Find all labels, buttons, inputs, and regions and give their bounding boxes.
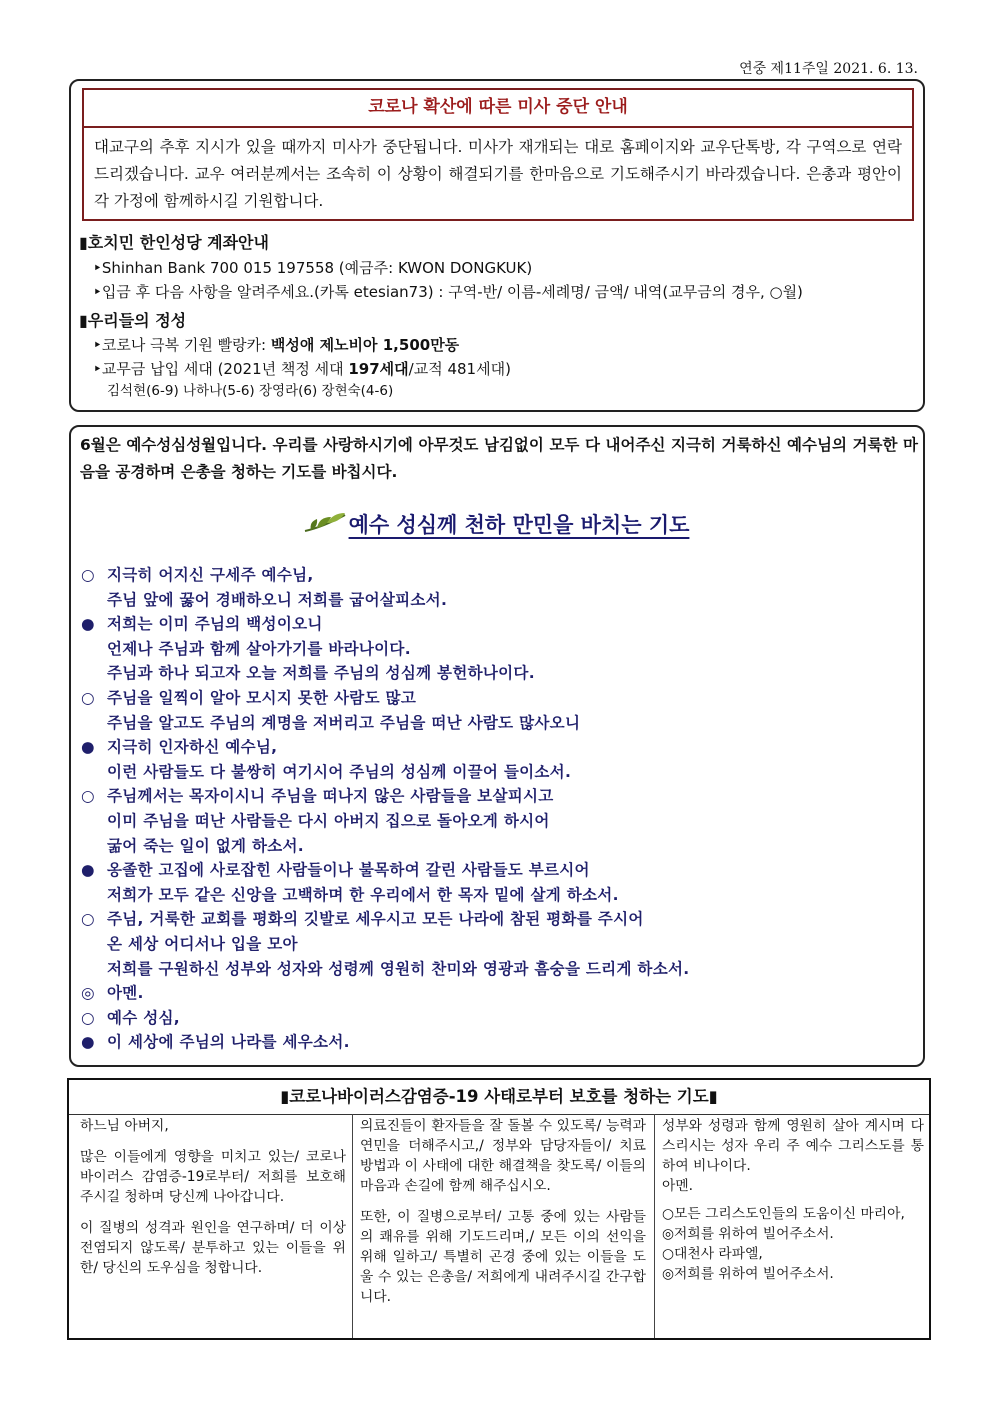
- prayer-line: [81, 981, 144, 1005]
- prayer-line-text: 주님, 거룩한 교회를 평화의 깃발로 세우시고 모든 나라에 참된 평화를 주시어: [107, 910, 644, 929]
- prayer-marker: ●: [81, 738, 95, 757]
- households-count: 197세대: [348, 360, 409, 378]
- prayer-line: [81, 858, 590, 882]
- prayer-line: [107, 588, 447, 612]
- invocation: ○모든 그리스도인들의 도움이신 마리아,: [662, 1206, 905, 1222]
- covid-prayer-col-1: [80, 1116, 346, 1289]
- prayer-line: [107, 809, 550, 833]
- prayer-line: [107, 637, 411, 661]
- leaf-icon: [303, 511, 347, 535]
- prayer-line-text: 주님을 일찍이 알아 모시지 못한 사람도 많고: [107, 689, 417, 707]
- prayer-title-text: 예수 성심께 천하 만민을 바치는 기도: [348, 513, 690, 537]
- households-line: [93, 357, 511, 381]
- covid-prayer-col-3: [662, 1116, 924, 1284]
- prayer-line: [81, 612, 323, 636]
- households-suffix: /교적 481세대): [408, 360, 511, 378]
- response: ◎저희를 위하여 빌어주소서.: [662, 1266, 834, 1282]
- prayer-line: [107, 834, 304, 858]
- prayer-line: [81, 735, 277, 759]
- prayer-line-text: 옹졸한 고집에 사로잡힌 사람들이나 불목하여 갈린 사람들도 부르시어: [107, 861, 590, 880]
- prayer-line: [81, 1030, 350, 1054]
- prayer-line-text: 주님께서는 목자이시니 주님을 떠나지 않은 사람들을 보살피시고: [107, 787, 554, 806]
- prayer-line: [107, 883, 619, 907]
- covid-prayer-col-2: [360, 1116, 646, 1318]
- paragraph: 이 질병의 성격과 원인을 연구하며/ 더 이상 전염되지 않도록/ 분투하고 있는 이들을 위한/ 당신의 도우심을 청합니다.: [80, 1220, 346, 1276]
- prayer-marker: ●: [81, 615, 95, 634]
- invocation: ○대천사 라파엘,: [662, 1246, 763, 1262]
- prayer-line-text: 지극히 인자하신 예수님,: [107, 738, 278, 757]
- prayer-marker: ●: [81, 861, 95, 880]
- amen: 아멘.: [662, 1178, 694, 1194]
- prayer-line-text: 저희가 모두 같은 신앙을 고백하며 한 우리에서 한 목자 밑에 살게 하소서.: [107, 885, 619, 904]
- prayer-marker: ○: [81, 910, 95, 929]
- prayer-line: [107, 957, 689, 981]
- prayer-line-text: 저희를 구원하신 성부와 성자와 성령께 영원히 찬미와 영광과 흠숭을 드리게 하소서.: [107, 959, 690, 978]
- paragraph: 하느님 아버지,: [80, 1118, 169, 1134]
- prayer-line-text: 주님을 알고도 주님의 계명을 저버리고 주님을 떠난 사람도 많사오니: [107, 713, 581, 732]
- prayer-marker: ◎: [81, 984, 95, 1003]
- notice-title: 코로나 확산에 따른 미사 중단 안내: [84, 90, 912, 128]
- prayer-marker: ○: [81, 689, 95, 707]
- paragraph: 성부와 성령과 함께 영원히 살아 계시며 다스리시는 성자 우리 주 예수 그리스도를 통하여 비나이다.: [662, 1118, 924, 1174]
- prayer-marker: ○: [81, 787, 95, 806]
- prayer-line-text: 아멘.: [107, 984, 144, 1003]
- offerings-section-title: ▮우리들의 정성: [79, 311, 187, 330]
- prayer-line-text: 굶어 죽는 일이 없게 하소서.: [107, 836, 304, 855]
- date-line: 연중 제11주일 2021. 6. 13.: [739, 61, 918, 77]
- column-divider: [352, 1114, 353, 1338]
- paragraph: 많은 이들에게 영향을 미치고 있는/ 코로나 바이러스 감염증-19로부터/ 저희를 보호해주시길 청하며 당신께 나아갑니다.: [80, 1149, 346, 1205]
- prayer-line: [107, 711, 580, 735]
- account-section-title: ▮호치민 한인성당 계좌안내: [79, 233, 269, 252]
- donation-prefix: ‣코로나 극복 기원 빨랑카:: [93, 336, 271, 354]
- prayer-line-text: 주님 앞에 꿇어 경배하오니 저희를 굽어살피소서.: [107, 590, 448, 609]
- prayer-line-text: 예수 성심,: [107, 1008, 180, 1027]
- prayer-line: [81, 907, 644, 931]
- covid-prayer-title: ▮코로나바이러스감염증-19 사태로부터 보호를 청하는 기도▮: [69, 1080, 929, 1115]
- prayer-title: [0, 509, 992, 539]
- prayer-line: [107, 661, 535, 685]
- prayer-line: [107, 760, 571, 784]
- bank-account-line: ‣Shinhan Bank 700 015 197558 (예금주: KWON DONGKUK): [93, 259, 533, 277]
- prayer-line-text: 주님과 하나 되고자 오늘 저희를 주님의 성심께 봉헌하나이다.: [107, 664, 535, 683]
- prayer-marker: ○: [81, 1008, 95, 1027]
- column-divider: [654, 1114, 655, 1338]
- paragraph: 또한, 이 질병으로부터/ 고통 중에 있는 사람들의 쾌유를 위해 기도드리며,/ 모든 이의 선익을 위해 일하고/ 특별히 곤경 중에 있는 이들을 도울 수 있는 은총을/ 저희에게 내려주시길 간구합니다.: [360, 1209, 646, 1305]
- mass-suspension-notice: [82, 88, 914, 221]
- deposit-instruction-line: ‣입금 후 다음 사항을 알려주세요.(카톡 etesian73) : 구역-반/ 이름-세례명/ 금액/ 내역(교무금의 경우, ○월): [93, 283, 803, 301]
- prayer-line: [81, 1006, 180, 1030]
- prayer-line-text: 이 세상에 주님의 나라를 세우소서.: [107, 1033, 350, 1052]
- paragraph: 의료진들이 환자들을 잘 돌볼 수 있도록/ 능력과 연민을 더해주시고,/ 정부와 담당자들이/ 치료 방법과 이 사태에 대한 해결책을 찾도록/ 이들의 마음과 손길에 함께 해주십시오.: [360, 1118, 646, 1194]
- prayer-marker: ●: [81, 1033, 95, 1052]
- sacred-heart-intro: 6월은 예수성심성월입니다. 우리를 사랑하시기에 아무것도 남김없이 모두 다 내어주신 지극히 거룩하신 예수님의 거룩한 마음을 공경하며 은총을 청하는 기도를 바칩시다.: [80, 436, 918, 481]
- prayer-line: [81, 686, 416, 710]
- households-prefix: ‣교무금 납입 세대 (2021년 책정 세대: [93, 360, 349, 378]
- prayer-line-text: 이런 사람들도 다 불쌍히 여기시어 주님의 성심께 이끌어 들이소서.: [107, 762, 572, 781]
- prayer-line: [81, 784, 554, 808]
- notice-body: 대교구의 추후 지시가 있을 때까지 미사가 중단됩니다. 미사가 재개되는 대로 홈페이지와 교우단톡방, 각 구역으로 연락드리겠습니다. 교우 여러분께서는 조속히 이 상황이 해결되기를 한마음으로 기도해주시기 바라겠습니다. 은총과 평안이 각 가정에 함께하시길 기원합니다.: [94, 138, 902, 210]
- prayer-line: [81, 563, 314, 587]
- households-names: 김석현(6-9) 나하나(5-6) 장영라(6) 장현숙(4-6): [107, 383, 394, 399]
- prayer-line-text: 언제나 주님과 함께 살아가기를 바라나이다.: [107, 639, 411, 658]
- prayer-line: [107, 932, 298, 956]
- donation-line: [93, 333, 459, 357]
- prayer-marker: ○: [81, 566, 95, 584]
- prayer-line-text: 온 세상 어디서나 입을 모아: [107, 935, 298, 953]
- prayer-line-text: 이미 주님을 떠난 사람들은 다시 아버지 집으로 돌아오게 하시어: [107, 812, 550, 830]
- prayer-line-text: 저희는 이미 주님의 백성이오니: [107, 615, 323, 634]
- response: ◎저희를 위하여 빌어주소서.: [662, 1226, 834, 1242]
- donation-donor: 백성애 제노비아 1,500만동: [270, 336, 460, 354]
- prayer-line-text: 지극히 어지신 구세주 예수님,: [107, 566, 314, 584]
